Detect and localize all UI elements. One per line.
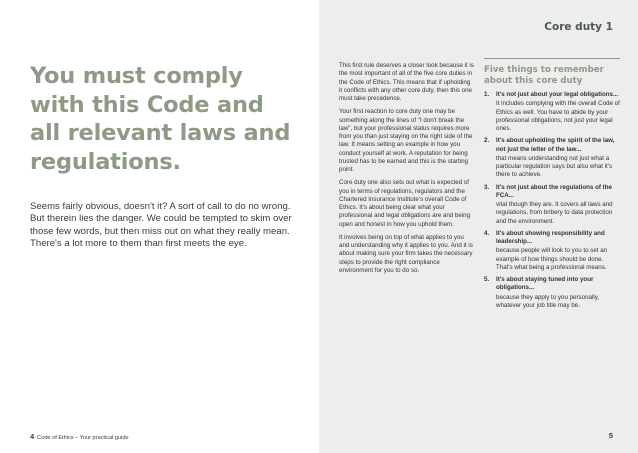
intro-paragraph: Seems fairly obvious, doesn't it? A sort of call to do no wrong. But therein lies the danger. We could be tempted to skim over those few words, but then miss out on what they really mean. There's a lot more to them than first meets the eye. xyxy=(30,201,292,250)
list-item-number: 1. xyxy=(484,91,490,98)
list-item-text: vital though they are. It covers all laws and regulations, from bribery to data protection and the environment. xyxy=(496,201,613,225)
body-paragraph: It involves being on top of what applies to you and understanding why it applies to you. And it is about making sure your firm takes the necessary steps to provide the right compliance environment for you to do so. xyxy=(339,233,473,274)
list-item-heading: It's not just about the regulations of the FCA... xyxy=(496,183,612,199)
list-item-number: 5. xyxy=(484,276,490,283)
list-item-number: 3. xyxy=(484,183,490,191)
remember-box-title: Five things to remember about this core duty xyxy=(484,65,604,86)
list-item-heading: It's about staying tuned into your obligations... xyxy=(496,276,594,292)
right-page-number: 5 xyxy=(608,431,613,440)
body-paragraph: Core duty one also sets out what is expected of you in terms of regulations, regulators and the Chartered Insurance Institute's overall Code of Ethics. It's about being clear what your professional and legal obligations are and being open and honest in how you uphold them. xyxy=(339,179,471,228)
list-item xyxy=(484,137,620,179)
section-title: Core duty 1 xyxy=(544,21,613,33)
list-item xyxy=(484,276,620,310)
list-item-heading: It's about upholding the spirit of the law, not just the letter of the law... xyxy=(496,137,615,153)
list-item-text: that means understanding not just what a particular regulation says but also what it's there to achieve. xyxy=(496,154,613,179)
list-item-text: It includes complying with the overall Code of Ethics as well. You have to abide by your professional obligations, not just your legal ones. xyxy=(496,100,620,132)
list-item xyxy=(484,230,620,272)
list-item xyxy=(484,91,620,133)
body-paragraph: Your first reaction to core duty one may be something along the lines of "I don't break the law", but your professional status requires more from you than just staying on the right side of the law. It means setting an example in how you conduct yourself at work. A reputation for being trusted has to be earned and this is the starting point. xyxy=(339,108,473,173)
body-paragraph: This first rule deserves a closer look because it is the most important of all of the five core duties in the Code of Ethics. This means that if upholding it conflicts with any other core duty, then this one must take precedence. xyxy=(339,62,474,102)
left-footer xyxy=(30,432,129,441)
list-item-text: because people will look to you to set an example of how things should be done. That's what being a professional means. xyxy=(496,247,608,271)
footer-guide-title: Code of Ethics – Your practical guide xyxy=(37,435,129,441)
list-item-number: 2. xyxy=(484,137,490,145)
list-item-heading: It's about showing responsibility and leadership... xyxy=(496,229,605,245)
list-item-heading: It's not just about your legal obligations... xyxy=(496,91,619,98)
left-page-number: 4 xyxy=(30,432,35,441)
list-item xyxy=(484,184,620,226)
list-item-text: because they apply to you personally, whatever your job title may be. xyxy=(496,293,600,309)
body-text-column xyxy=(339,62,475,280)
page-headline: You must comply with this Code and all relevant laws and regulations. xyxy=(30,63,291,175)
list-item-number: 4. xyxy=(484,229,490,237)
remember-box xyxy=(484,58,620,328)
